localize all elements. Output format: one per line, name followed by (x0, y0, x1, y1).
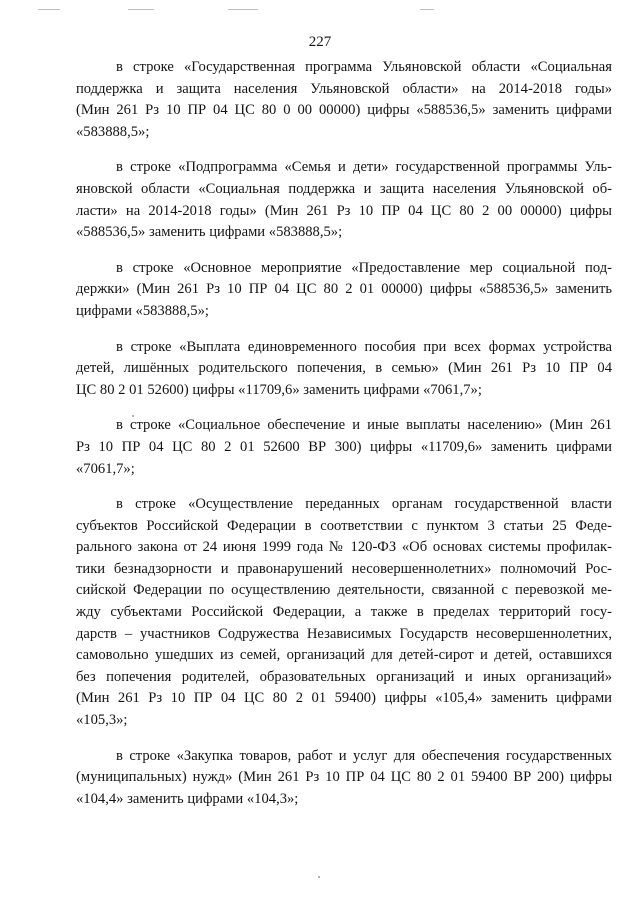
paragraph-line: субъектов Российской Федерации в соответствии с пунктом 3 статьи 25 Феде- (76, 517, 612, 534)
paragraph-line: держки» (Мин 261 Рз 10 ПР 04 ЦС 80 2 01 00000) цифры «588536,5» заменить (76, 281, 612, 298)
amendment-paragraph (76, 494, 612, 732)
paragraph-line: тики безнадзорности и правонарушений несовершеннолетних» полномочий Рос- (76, 560, 612, 577)
paragraph-line: (Мин 261 Рз 10 ПР 04 ЦС 80 0 00 00000) цифры «588536,5» заменить цифрами (76, 102, 612, 119)
amendment-paragraph (76, 337, 612, 402)
scan-artifact-dot-2 (318, 876, 320, 878)
paragraph-line: в строке «Основное мероприятие «Предоставление мер социальной под- (116, 259, 612, 276)
paragraph-line: самовольно ушедших из семей, организаций для детей-сирот и детей, оставшихся (76, 647, 612, 664)
paragraph-line: ЦС 80 2 01 52600) цифры «11709,6» заменить цифрами «7061,7»; (76, 381, 482, 398)
paragraph-line: детей, лишённых родительского попечения, в семью» (Мин 261 Рз 10 ПР 04 (76, 360, 612, 377)
amendment-paragraph (76, 157, 612, 243)
paragraph-line: в строке «Государственная программа Ульяновской области «Социальная (116, 59, 612, 75)
scan-artifact-top-2 (128, 9, 154, 10)
paragraph-line: в строке «Выплата единовременного пособия при всех формах устройства (116, 338, 612, 355)
page-number: 227 (308, 34, 332, 50)
paragraph-line: «583888,5»; (76, 123, 150, 140)
paragraph-line: рального закона от 24 июня 1999 года № 120-ФЗ «Об основах системы профилак- (76, 539, 612, 556)
amendment-paragraph (76, 746, 612, 811)
amendment-paragraph (76, 258, 612, 323)
paragraph-line: сийской Федерации по осуществлению деятельности, связанной с перевозкой ме- (76, 582, 612, 599)
document-body (76, 57, 612, 824)
paragraph-line: ласти» на 2014-2018 годы» (Мин 261 Рз 10 ПР 04 ЦС 80 2 00 00000) цифры (76, 202, 612, 219)
paragraph-line: в строке «Подпрограмма «Семья и дети» государственной программы Уль- (116, 159, 612, 176)
amendment-paragraph (76, 415, 612, 480)
paragraph-line: «7061,7»; (76, 460, 135, 477)
paragraph-line: дарств – участников Содружества Независимых Государств несовершеннолетних, (76, 625, 612, 642)
paragraph-line: «105,3»; (76, 712, 128, 729)
amendment-paragraph (76, 57, 612, 143)
paragraph-line: Рз 10 ПР 04 ЦС 80 2 01 52600 ВР 300) цифры «11709,6» заменить цифрами (76, 438, 612, 455)
scan-artifact-top-3 (228, 9, 258, 10)
paragraph-line: (муниципальных) нужд» (Мин 261 Рз 10 ПР 04 ЦС 80 2 01 59400 ВР 200) цифры (76, 769, 612, 786)
scan-artifact-top-4 (420, 9, 434, 10)
paragraph-line: поддержка и защита населения Ульяновской области» на 2014-2018 годы» (76, 80, 612, 97)
paragraph-line: (Мин 261 Рз 10 ПР 04 ЦС 80 2 01 59400) цифры «105,4» заменить цифрами (76, 690, 612, 707)
paragraph-line: в строке «Закупка товаров, работ и услуг для обеспечения государственных (116, 747, 612, 764)
paragraph-line: «588536,5» заменить цифрами «583888,5»; (76, 224, 343, 241)
paragraph-line: яновской области «Социальная поддержка и защита населения Ульяновской об- (76, 180, 612, 197)
paragraph-line: «104,4» заменить цифрами «104,3»; (76, 790, 299, 807)
paragraph-line: в строке «Осуществление переданных органам государственной власти (116, 496, 612, 513)
paragraph-line: в строке «Социальное обеспечение и иные выплаты населению» (Мин 261 (116, 417, 612, 434)
paragraph-line: без попечения родителей, образовательных организаций и иных организаций» (76, 668, 612, 685)
paragraph-line: жду субъектами Российской Федерации, а также в пределах территорий госу- (76, 604, 612, 621)
paragraph-line: цифрами «583888,5»; (76, 302, 209, 319)
scan-artifact-top-1 (38, 9, 60, 10)
